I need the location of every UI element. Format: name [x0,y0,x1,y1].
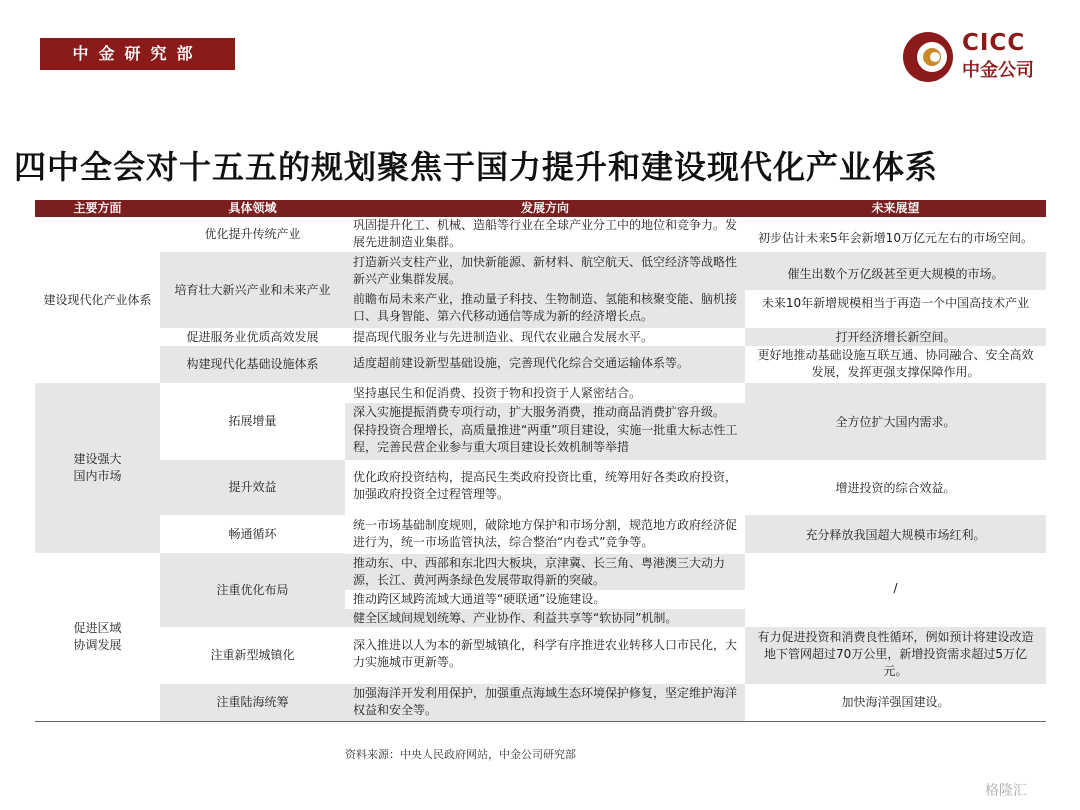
outlook-cell: 有力促进投资和消费良性循环，例如预计将建设改造地下管网超过70万公里，新增投资需求超过5万亿元。 [757,630,1034,678]
area-cell: 注重陆海统筹 [216,695,289,709]
direction-cell: 巩固提升化工、机械、造船等行业在全球产业分工中的地位和竞争力。发展先进制造业集群。 [353,218,738,249]
direction-cell: 优化政府投资结构，提高民生类政府投资比重，统筹用好各类政府投资，加强政府投资全过程管理等。 [353,470,738,501]
direction-cell: 深入推进以人为本的新型城镇化，科学有序推进农业转移人口市民化，大力实施城市更新等。 [353,638,738,669]
category-cell: 建设强大 国内市场 [73,452,122,483]
direction-cell: 坚持惠民生和促消费、投资于物和投资于人紧密结合。 [353,386,642,400]
outlook-cell: 初步估计未来5年会新增10万亿元左右的市场空间。 [758,231,1033,245]
header-outlook: 未来展望 [871,201,920,215]
area-cell: 培育壮大新兴产业和未来产业 [174,282,331,297]
table-header [35,200,1046,217]
outlook-cell: 增进投资的综合效益。 [835,481,956,495]
area-cell: 构建现代化基础设施体系 [186,357,319,371]
outlook-cell: 更好地推动基础设施互联互通、协同融合、安全高效发展，发挥更强支撑保障作用。 [757,348,1034,379]
area-cell: 优化提升传统产业 [204,227,301,241]
outlook-cell: 催生出数个万亿级甚至更大规模的市场。 [787,267,1004,281]
area-cell: 拓展增量 [228,414,277,428]
header-direction: 发展方向 [520,201,569,215]
outlook-cell: 充分释放我国超大规模市场红利。 [805,528,986,542]
watermark: 格隆汇 [985,783,1027,799]
cicc-logo [902,30,1052,82]
direction-cell: 健全区域间规划统筹、产业协作、利益共享等“软协同”机制。 [353,611,678,625]
source-note: 资料来源：中央人民政府网站，中金公司研究部 [345,748,576,761]
direction-cell: 深入实施提振消费专项行动，扩大服务消费，推动商品消费扩容升级。 [353,405,726,419]
direction-cell: 保持投资合理增长，高质量推进“两重”项目建设，实施一批重大标志性工程，完善民营企业参与重大项目建设长效机制等举措 [353,423,738,454]
direction-cell: 提高现代服务业与先进制造业、现代农业融合发展水平。 [353,330,654,344]
cicc-logo-icon [902,30,956,84]
outlook-cell: 全方位扩大国内需求。 [835,415,956,429]
header-specific-area: 具体领域 [228,201,277,215]
direction-cell: 推动东、中、西部和东北四大板块，京津冀、长三角、粤港澳三大动力源，长江、黄河两条绿色发展带取得新的突破。 [353,556,726,587]
outlook-cell: 加快海洋强国建设。 [841,695,950,709]
header-main-aspect: 主要方面 [73,201,122,215]
category-cell: 建设现代化产业体系 [43,292,152,307]
direction-cell: 打造新兴支柱产业，加快新能源、新材料、航空航天、低空经济等战略性新兴产业集群发展。 [353,255,738,286]
area-cell: 注重优化布局 [216,582,289,597]
outlook-cell: / [893,581,898,595]
table-bottom-rule [35,721,1046,722]
outlook-cell: 打开经济增长新空间。 [835,330,956,344]
area-cell: 提升效益 [228,480,277,494]
page-title: 四中全会对十五五的规划聚焦于国力提升和建设现代化产业体系 [14,148,939,186]
logo-text-en: CICC [962,30,1026,56]
department-label: 中金研究部 [40,38,235,70]
direction-cell: 适度超前建设新型基础设施，完善现代化综合交通运输体系等。 [353,356,690,370]
direction-cell: 统一市场基础制度规则，破除地方保护和市场分割，规范地方政府经济促进行为，统一市场监管执法，综合整治“内卷式”竞争等。 [353,518,738,549]
direction-cell: 前瞻布局未来产业，推动量子科技、生物制造、氢能和核聚变能、脑机接口、具身智能、第六代移动通信等成为新的经济增长点。 [353,292,738,323]
area-cell: 注重新型城镇化 [210,648,295,662]
direction-cell: 加强海洋开发利用保护，加强重点海域生态环境保护修复，坚定维护海洋权益和安全等。 [353,686,738,717]
area-cell: 促进服务业优质高效发展 [186,329,319,344]
outlook-cell: 未来10年新增规模相当于再造一个中国高技术产业 [761,296,1030,310]
category-cell: 促进区域 协调发展 [73,621,122,652]
area-cell: 畅通循环 [228,526,277,541]
direction-cell: 推动跨区域跨流域大通道等“硬联通”设施建设。 [353,592,606,606]
logo-text-cn: 中金公司 [962,60,1034,81]
